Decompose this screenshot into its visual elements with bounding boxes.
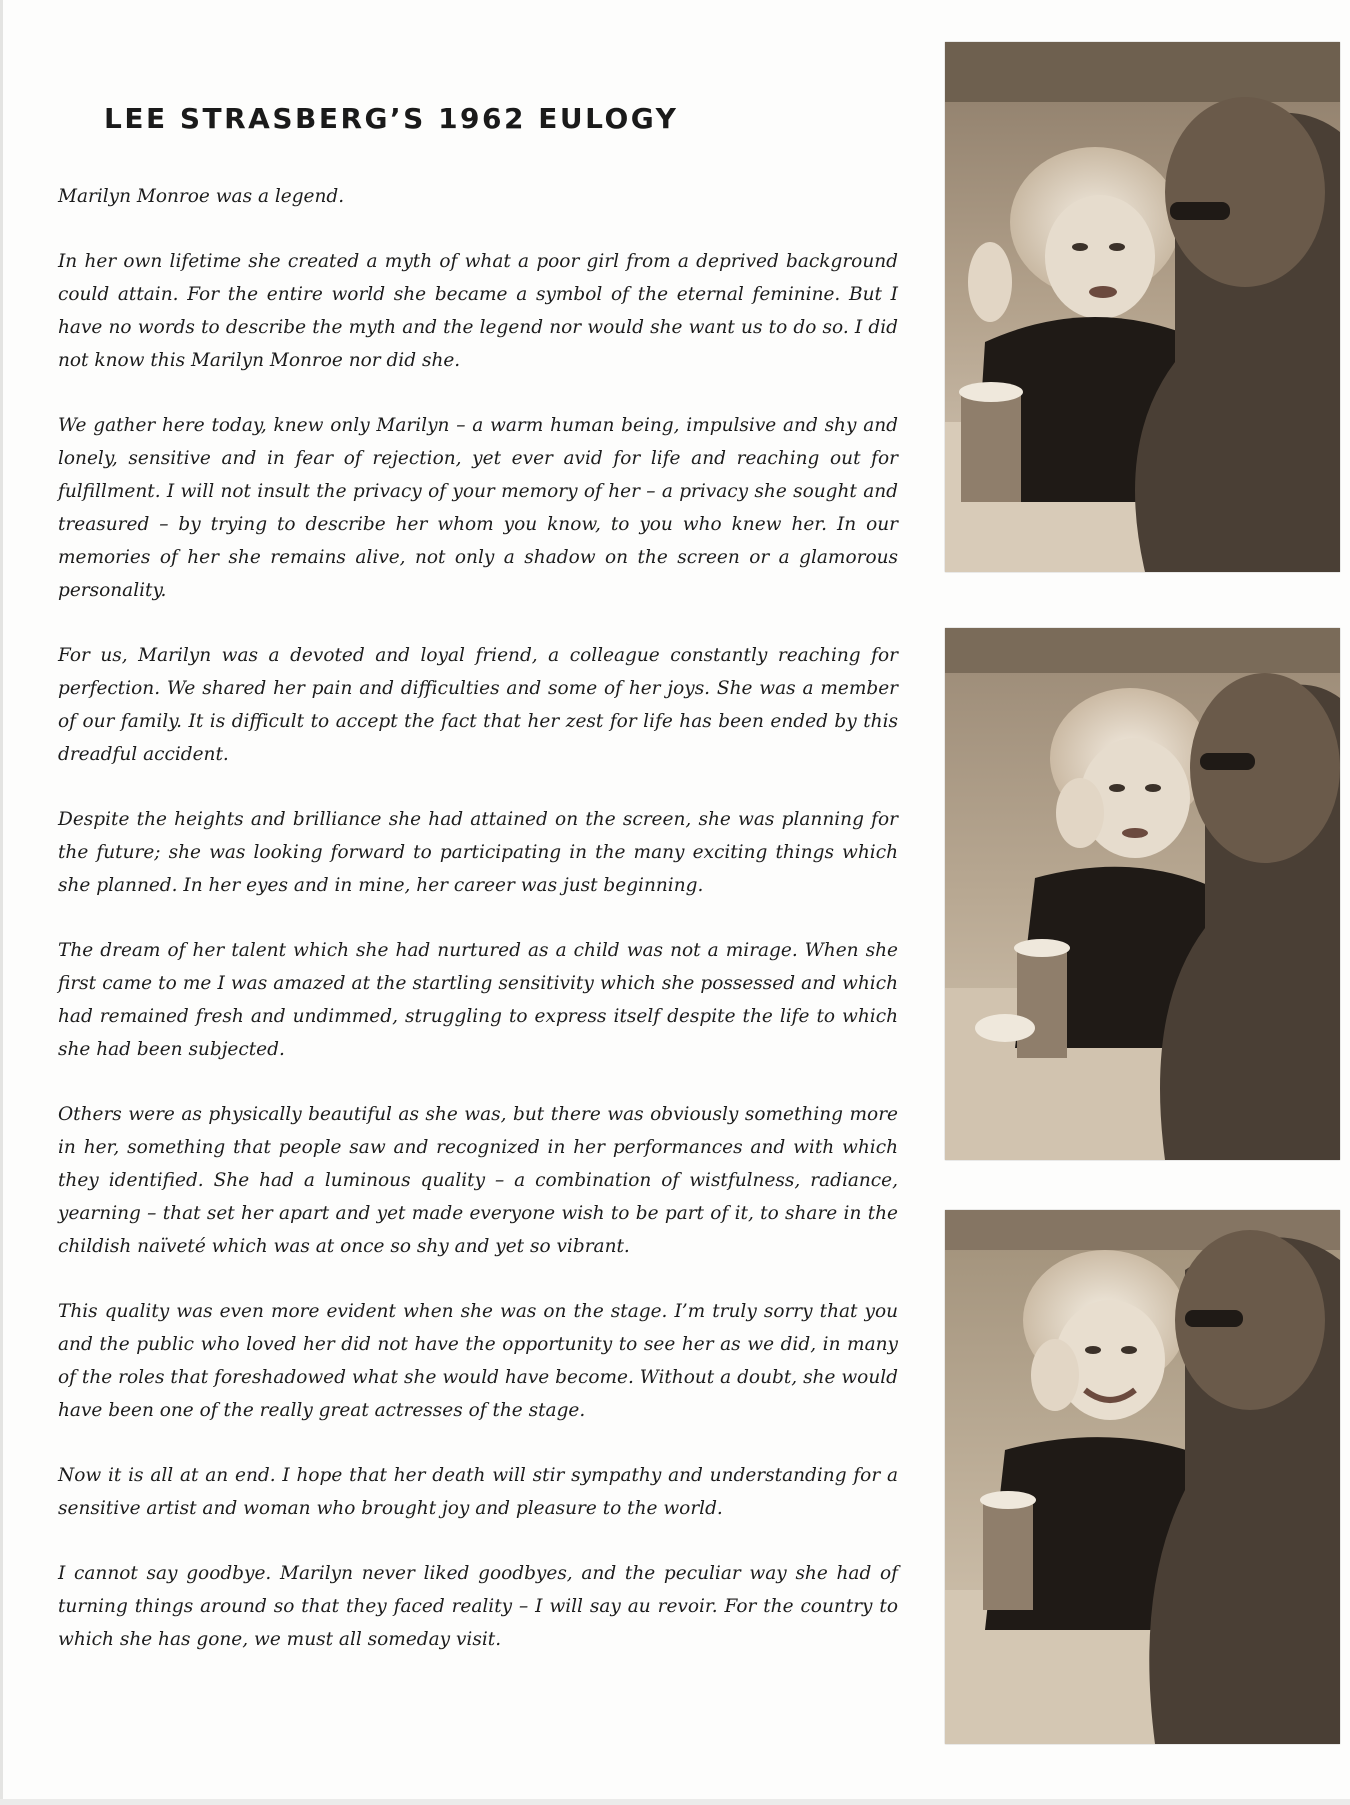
photo-woman-with-man-at-table: [945, 628, 1340, 1160]
paragraph: Others were as physically beautiful as she was, but there was obviously something more in her, something that people saw and recognized in her performances and with which they identified. She had a luminous quality – a combination of wistfulness, radiance, yearning – that set her apart and yet made everyone wish to be part of it, to share in the childish naïveté which was at once so shy and yet so vibrant.: [58, 1104, 898, 1257]
page-bottom-edge: [0, 1799, 1350, 1805]
photo-woman-with-man-at-table: [945, 42, 1340, 572]
paragraph: Despite the heights and brilliance she had attained on the screen, she was planning for the future; she was looking forward to participating in the many exciting things which she planned. In her eyes and in mine, her career was just beginning.: [58, 809, 898, 896]
photo-woman-with-man-at-table: [945, 1210, 1340, 1744]
page-title: LEE STRASBERG’S 1962 EULOGY: [104, 102, 679, 135]
photo-illustration: [945, 628, 1340, 1160]
paragraph: This quality was even more evident when she was on the stage. I’m truly sorry that you and the public who loved her did not have the opportunity to see her as we did, in many of the roles that foreshadowed what she would have become. Without a doubt, she would have been one of the really great actresses of the stage.: [58, 1301, 898, 1421]
eulogy-body: [58, 180, 898, 1688]
paragraph: We gather here today, knew only Marilyn – a warm human being, impulsive and shy and lonely, sensitive and in fear of rejection, yet ever avid for life and reaching out for fulfillment. I will not insult the privacy of your memory of her – a privacy she sought and treasured – by trying to describe her whom you know, to you who knew her. In our memories of her she remains alive, not only a shadow on the screen or a glamorous personality.: [58, 415, 898, 601]
paragraph: Marilyn Monroe was a legend.: [58, 186, 345, 207]
paragraph: In her own lifetime she created a myth of what a poor girl from a deprived background could attain. For the entire world she became a symbol of the eternal feminine. But I have no words to describe the myth and the legend nor would she want us to do so. I did not know this Marilyn Monroe nor did she.: [58, 251, 898, 371]
paragraph: I cannot say goodbye. Marilyn never liked goodbyes, and the peculiar way she had of turning things around so that they faced reality – I will say au revoir. For the country to which she has gone, we must all someday visit.: [58, 1563, 898, 1650]
paragraph: For us, Marilyn was a devoted and loyal friend, a colleague constantly reaching for perfection. We shared her pain and difficulties and some of her joys. She was a member of our family. It is difficult to accept the fact that her zest for life has been ended by this dreadful accident.: [58, 645, 898, 765]
photo-illustration: [945, 42, 1340, 572]
photo-illustration: [945, 1210, 1340, 1744]
paragraph: The dream of her talent which she had nurtured as a child was not a mirage. When she first came to me I was amazed at the startling sensitivity which she possessed and which had remained fresh and undimmed, struggling to express itself despite the life to which she had been subjected.: [58, 940, 898, 1060]
page-edge: [0, 0, 3, 1805]
paragraph: Now it is all at an end. I hope that her death will stir sympathy and understanding for a sensitive artist and woman who brought joy and pleasure to the world.: [58, 1465, 898, 1519]
